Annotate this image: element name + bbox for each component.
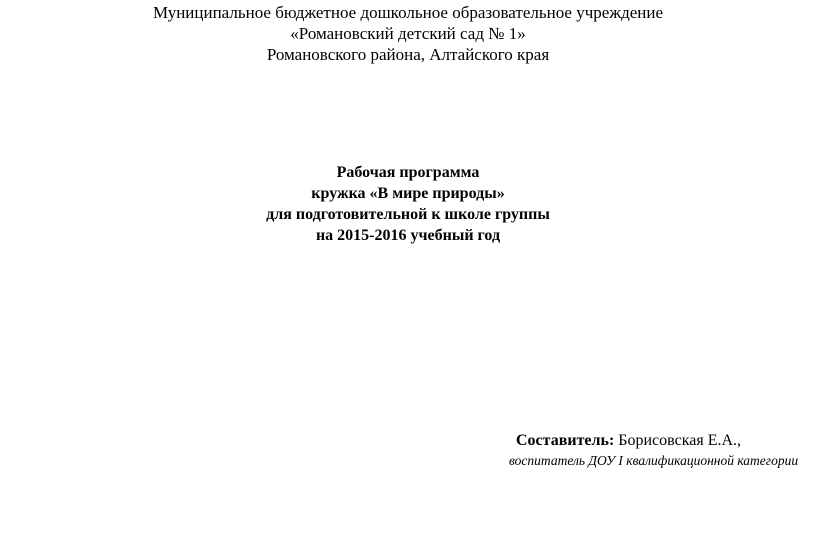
author-line xyxy=(516,430,741,451)
institution-name: «Романовский детский сад № 1» xyxy=(290,24,526,43)
title-line-club: кружка «В мире природы» xyxy=(311,185,505,202)
title-line-year: на 2015-2016 учебный год xyxy=(315,227,501,244)
document-title xyxy=(0,162,816,246)
author-position: воспитатель ДОУ I квалификационной категории xyxy=(509,453,799,468)
institution-type: Муниципальное бюджетное дошкольное образовательное учреждение xyxy=(153,3,663,22)
title-line-program: Рабочая программа xyxy=(336,164,480,181)
institution-header xyxy=(0,2,816,65)
title-line-group: для подготовительной к школе группы xyxy=(266,206,550,223)
institution-location: Романовского района, Алтайского края xyxy=(266,45,550,64)
author-name: Борисовская Е.А., xyxy=(618,432,742,449)
author-label: Составитель: xyxy=(516,432,615,449)
